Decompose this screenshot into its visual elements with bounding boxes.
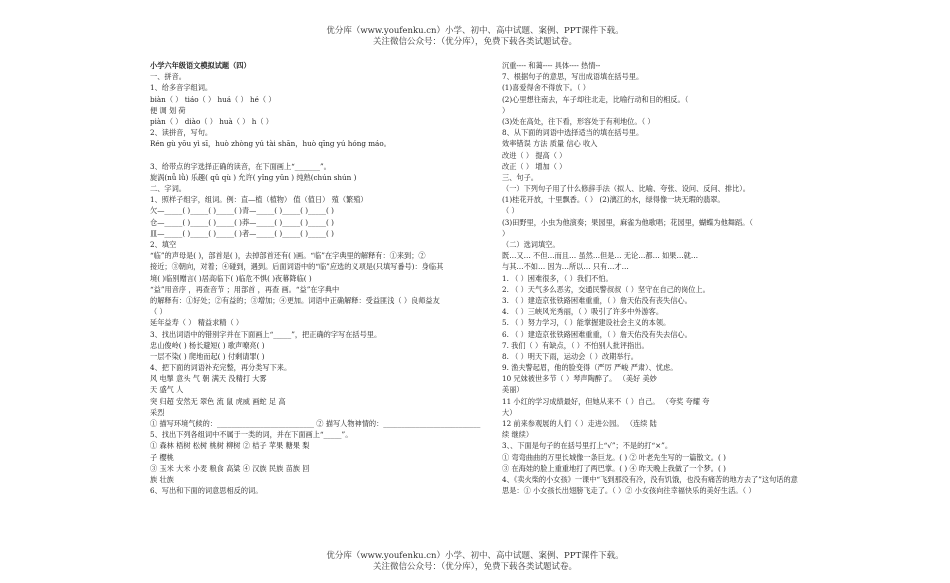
text-line: 采烈 <box>150 407 165 417</box>
text-line: ③ 玉米 大米 小麦 粮食 高粱 ④ 汉族 民族 苗族 回 <box>150 463 310 473</box>
text-line: 5. （ ）努力学习，（ ）能掌握建设社会主义的本领。 <box>502 318 671 328</box>
text-line: 忠山俊岭( ) 杨长避短( ) 歌声嘹亮( ) <box>150 340 265 350</box>
text-line: 欠—_____( )_____( )_____( )青—_____( )_____( )_____( ) <box>150 206 334 216</box>
text-line: 延年益寿（ ） 精益求精（ ） <box>150 318 244 328</box>
text-line: ） <box>502 228 510 238</box>
text-line: 皿—_____( )_____( )_____( )者—_____( )_____( )_____( ) <box>150 228 334 238</box>
text-line: 小学六年级语文模拟试题（四） <box>150 61 251 70</box>
text-line: 旋涡(nǚ lǜ) 乐趣( qǔ qù ) 允许( yǐng yǔn ) 纯熟(chún shún ) <box>150 172 357 182</box>
footer-line-2: 关注微信公众号：（优分库），免费下载各类试题试卷。 <box>372 562 577 572</box>
text-line: （一）下列句子用了什么修辞手法（拟人、比喻、夸张、设问、反问、排比）。 <box>502 184 750 194</box>
text-line: (3)田野里，小虫为他演奏；果园里，麻雀为他歌唱；花园里，蝴蝶为他舞蹈。（ <box>502 217 753 227</box>
text-line: 11 小红的学习成绩最好，但她从来不（ ）自己。 （夸奖 夸耀 夸 <box>502 396 710 406</box>
text-line <box>150 150 510 161</box>
text-line: 8、从下面的词语中选择适当的填在括号里。 <box>502 128 644 138</box>
text-line: 改正（ ） 增加（ ） <box>502 161 567 171</box>
right-column <box>502 60 832 496</box>
text-line: “益”用音序 ，再查音节 ；用部首 ，再查 画。“益”在字典中 <box>150 284 340 294</box>
text-line: 4、把下面的词语补充完整，再分类写下来。 <box>150 363 292 373</box>
text-line: （ ） <box>502 206 519 216</box>
text-line: 续 继续） <box>502 430 534 440</box>
text-line: (2)心里想往南去，车子却往北走，比喻行动和目的相反。（ <box>502 94 689 104</box>
text-line: 1、给多音字组词。 <box>150 83 213 93</box>
header-line-2: 关注微信公众号：（优分库），免费下载各类试题试卷。 <box>372 37 577 47</box>
text-line: 2、填空 <box>150 240 177 249</box>
footer-line-1: 优分库（www.youfenku.cn）小学、初中、高中试题、案例、PPT课件下载。 <box>326 551 624 561</box>
text-line: 二、字词。 <box>150 184 186 194</box>
text-line: 改进（ ） 提高（ ） <box>502 150 567 160</box>
text-line: 7、根据句子的意思，写出成语填在括号里。 <box>502 72 644 82</box>
text-line: ① 描写环境气候的：___________________________ ② 描写人物神情的：___________________________ <box>150 419 481 428</box>
text-line: (1)桂花开放，十里飘香。（ ） (2)漓江的水，绿得像一块无瑕的翡翠。 <box>502 195 725 205</box>
text-line: 2、读拼音，写句。 <box>150 128 213 138</box>
text-line: 8. （ ）明天下雨，运动会（ ）改期举行。 <box>502 351 638 361</box>
text-line: ① 弯弯曲曲的万里长城像一条巨龙。( ) ② 叶老先生写的一篇散文。( ) <box>502 452 726 462</box>
text-line: 9. 渔夫警起眉，他的脸变得（严厉 严峻 严肃）、忧虑。 <box>502 363 678 373</box>
text-line: （ ） <box>150 307 167 317</box>
text-line: 一、拼音。 <box>150 72 186 82</box>
text-line: biàn（ ） tiáo（ ） huá（ ） hé（ ） <box>150 94 276 104</box>
text-line: 2. （ ）天气多么恶劣，交通民警叔叔（ ）坚守在自己的岗位上。 <box>502 284 710 294</box>
text-line: “临”的声母是( )，部首是( )，去掉部首还有( )画。“临”在字典里的解释有：①来到；② <box>150 251 426 261</box>
text-line: 5、找出下列各组词中不属于一类的词，并在下面画上“_____”。 <box>150 430 353 440</box>
text-line: 4、《卖火柴的小女孩》一课中“飞到那没有冷，没有饥饿，也没有痛苦的地方去了”这句话的意 <box>502 474 798 484</box>
text-line: ① 森林 梧树 松树 桃树 柳树 ② 桔子 苹果 糖果 梨 <box>150 441 310 451</box>
text-line: 1. （ ）困难很多，（ ）我们不怕。 <box>502 273 613 283</box>
page-header <box>0 26 950 48</box>
text-line: Rén gù yōu yì sī，huò zhòng yú tài shān，huò qīng yú hóng máo。 <box>150 139 391 149</box>
text-line: 6、写出和下面的词意思相反的词。 <box>150 486 263 496</box>
text-line: 效率错误 方法 质量 信心 收入 <box>502 139 598 149</box>
text-line: 3、找出词语中的错别字并在下面画上“_____”，把正确的字写在括号里。 <box>150 329 382 339</box>
text-line: 突 归超 安然无 翠色 流 鼠 虎威 画蛇 足 高 <box>150 396 286 406</box>
text-line: 4. （ ）三峡风光秀丽，（ ）吸引了许多中外游客。 <box>502 307 664 317</box>
text-line: piàn（ ） diào（ ） huà（ ） h（ ） <box>150 116 273 126</box>
text-line: 美丽） <box>502 385 524 395</box>
text-line: 仓—_____( )_____( )_____( )莽—_____( )_____( )_____( ) <box>150 217 334 227</box>
text-line: 便 调 划 荷 <box>150 105 186 115</box>
text-line: 大） <box>502 407 517 417</box>
text-line: 境( )临别赠言( )居高临下( )临危不惧( )夜幕降临( ) <box>150 273 312 283</box>
text-line: 接近；③朝向，对着；④碰到，遇到。后面词语中的“临”应选的义项是(只填写番号)：身临其 <box>150 262 444 272</box>
header-line-1: 优分库（www.youfenku.cn）小学、初中、高中试题、案例、PPT课件下载。 <box>326 26 624 36</box>
text-line: (1)喜爱得舍不得放下。（ ） <box>502 83 590 93</box>
text-line: 的解释有：①好处；②有益的；③增加；④更加。词语中正确解释：受益匪浅（ ）良师益友 <box>150 295 440 305</box>
text-line: 族 壮族 <box>150 474 174 484</box>
text-line: (3)处在高处，往下看，形容处于有利地位。（ ） <box>502 116 655 126</box>
text-line: 与其…不如… 因为…所以… 只有…才… <box>502 262 629 272</box>
text-line: （二）选词填空。 <box>502 240 560 249</box>
text-line: 三、句子。 <box>502 172 538 182</box>
text-line: 1、照样子组字，组词。例：直—植（植物） 值（值日） 殖（繁殖） <box>150 195 368 205</box>
text-line: 一层不染( ) 爬地而起( ) 付剩请罪( ) <box>150 351 265 361</box>
text-line: 既…又… 不但…而且… 虽然…但是… 无论…都… 如果…就… <box>502 251 699 261</box>
text-line: ③ 在海娃的脸上重重地打了两巴掌。( ) ④ 昨天晚上我做了一个梦。( ) <box>502 463 726 473</box>
text-line: 思是：① 小女孩长出翅膀飞走了。（ ）② 小女孩向往幸福快乐的美好生活。（ ） <box>502 486 756 496</box>
text-line: 7. 我们（ ）有缺点，（ ）不怕别人批评指出。 <box>502 340 649 350</box>
text-line: 12 前来参观展的人们（ ）走进公园。 （连续 陆 <box>502 419 657 428</box>
text-line: 沉重---- 和蔼---- 具体---- 热情-- <box>502 61 601 70</box>
text-line: 天 盛气 人 <box>150 385 184 395</box>
text-line: ） <box>502 105 510 115</box>
text-line: 3、给带点的字选择正确的读音，在下面画上“_______”。 <box>150 161 331 171</box>
text-line: 10 兄妹被世多节（ ）琴声陶醉了。 （美好 美妙 <box>502 374 657 384</box>
text-line: 子 樱桃 <box>150 452 174 462</box>
page-footer <box>0 551 950 573</box>
text-line: 风 电掣 意头 气 朝 满天 没精打 大雾 <box>150 374 267 384</box>
left-column <box>150 60 510 496</box>
text-line: 3. （ ）建造京张铁路困难重重，（ ）詹天佑没有丧失信心。 <box>502 295 692 305</box>
text-line: 6. （ ）建造京张铁路困难重重，（ ）詹天佑没有失去信心。 <box>502 329 692 339</box>
text-line: 3、、下面是句子的在括号里打上“√”；不是的打“×”。 <box>502 441 673 451</box>
